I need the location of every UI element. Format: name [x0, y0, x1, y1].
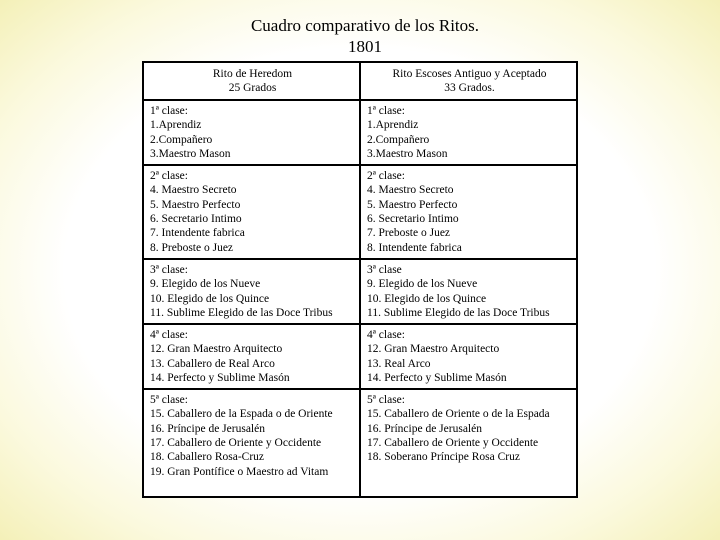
degree-item: 7. Preboste o Juez: [367, 227, 451, 240]
class-heading: 1ª clase:: [150, 104, 188, 117]
table-row-class-2: [143, 165, 577, 259]
degree-item: 1.Aprendiz: [150, 119, 202, 132]
degree-item: 16. Príncipe de Jerusalén: [367, 422, 482, 435]
cell-heredom-class-3: [143, 259, 360, 324]
degree-item: 5. Maestro Perfecto: [367, 198, 458, 211]
class-heading: 2ª clase:: [150, 169, 188, 182]
degree-item: 2.Compañero: [150, 133, 213, 146]
class-heading: 5ª clase:: [367, 393, 405, 406]
class-heading: 4ª clase:: [150, 328, 188, 341]
header-heredom: [143, 62, 360, 100]
degree-item: 15. Caballero de Oriente o de la Espada: [367, 408, 550, 421]
header-reaa: [360, 62, 577, 100]
degree-item: 10. Elegido de los Quince: [367, 292, 487, 305]
class-heading: 2ª clase:: [367, 169, 405, 182]
title-line-1: Cuadro comparativo de los Ritos.: [250, 16, 480, 35]
header-reaa-degrees: 33 Grados.: [444, 82, 495, 95]
header-heredom-name: Rito de Heredom: [212, 68, 293, 80]
degree-item: 14. Perfecto y Sublime Masón: [150, 372, 290, 385]
degree-item: 4. Maestro Secreto: [150, 184, 237, 197]
degree-item: 19. Gran Pontífice o Maestro ad Vitam: [150, 465, 329, 478]
cell-heredom-class-2: [143, 165, 360, 259]
cell-reaa-class-4: [360, 324, 577, 389]
class-heading: 1ª clase:: [367, 104, 405, 117]
degree-item: 4. Maestro Secreto: [367, 184, 454, 197]
degree-item: 18. Soberano Príncipe Rosa Cruz: [367, 451, 520, 464]
page-title: [0, 15, 720, 57]
degree-item: 17. Caballero de Oriente y Occidente: [367, 437, 539, 450]
degree-item: 15. Caballero de la Espada o de Oriente: [150, 408, 333, 421]
degree-item: 12. Gran Maestro Arquitecto: [150, 343, 283, 356]
degree-item: 11. Sublime Elegido de las Doce Tribus: [367, 307, 550, 320]
table-row-class-1: [143, 100, 577, 165]
degree-item: 5. Maestro Perfecto: [150, 198, 241, 211]
cell-reaa-class-5: [360, 389, 577, 497]
table-row-class-4: [143, 324, 577, 389]
class-heading: 3ª clase: [367, 263, 402, 276]
table-row-class-5: [143, 389, 577, 497]
degree-item: 8. Intendente fabrica: [367, 241, 462, 254]
table-row-class-3: [143, 259, 577, 324]
degree-item: 9. Elegido de los Nueve: [150, 278, 261, 291]
degree-item: 9. Elegido de los Nueve: [367, 278, 478, 291]
cell-heredom-class-4: [143, 324, 360, 389]
degree-item: 3.Maestro Mason: [367, 148, 448, 161]
class-heading: 4ª clase:: [367, 328, 405, 341]
comparison-table: [142, 61, 578, 498]
degree-item: 13. Real Arco: [367, 357, 431, 370]
class-heading: 3ª clase:: [150, 263, 188, 276]
degree-item: 18. Caballero Rosa-Cruz: [150, 451, 265, 464]
cell-reaa-class-2: [360, 165, 577, 259]
degree-item: 16. Príncipe de Jerusalén: [150, 422, 265, 435]
class-heading: 5ª clase:: [150, 393, 188, 406]
title-line-2: 1801: [348, 37, 382, 56]
degree-item: 11. Sublime Elegido de las Doce Tribus: [150, 307, 333, 320]
cell-reaa-class-3: [360, 259, 577, 324]
degree-item: 1.Aprendiz: [367, 119, 419, 132]
header-row: [143, 62, 577, 100]
header-reaa-name: Rito Escoses Antiguo y Aceptado: [392, 68, 547, 80]
cell-heredom-class-1: [143, 100, 360, 165]
cell-heredom-class-5: [143, 389, 360, 497]
degree-item: 3.Maestro Mason: [150, 148, 231, 161]
degree-item: 2.Compañero: [367, 133, 430, 146]
degree-item: 14. Perfecto y Sublime Masón: [367, 372, 507, 385]
degree-item: 8. Preboste o Juez: [150, 241, 234, 254]
degree-item: 12. Gran Maestro Arquitecto: [367, 343, 500, 356]
header-heredom-degrees: 25 Grados: [228, 82, 277, 95]
cell-reaa-class-1: [360, 100, 577, 165]
degree-item: 13. Caballero de Real Arco: [150, 357, 275, 370]
degree-item: 6. Secretario Intimo: [367, 213, 459, 226]
degree-item: 17. Caballero de Oriente y Occidente: [150, 437, 322, 450]
degree-item: 6. Secretario Intimo: [150, 213, 242, 226]
degree-item: 7. Intendente fabrica: [150, 227, 245, 240]
degree-item: 10. Elegido de los Quince: [150, 292, 270, 305]
